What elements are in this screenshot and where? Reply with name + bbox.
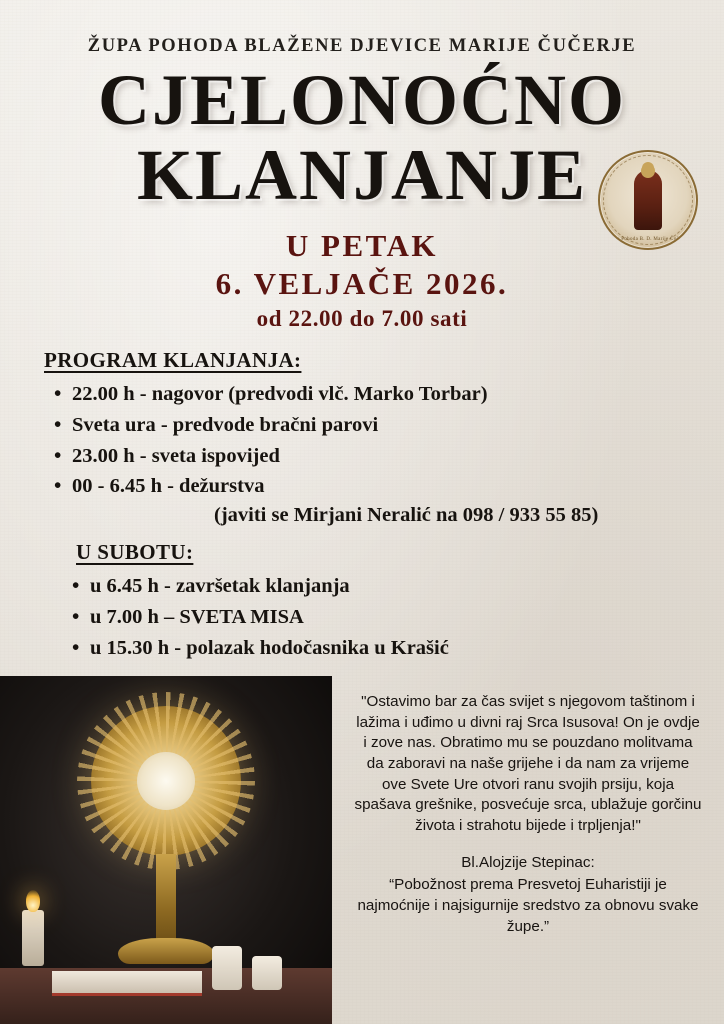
monstrance-base [118,938,214,964]
title-line-2: KLANJANJE [136,135,588,216]
saturday-section [44,540,684,663]
event-day: U PETAK [285,228,439,263]
list-item: • Sveta ura - predvode bračni parovi [72,410,684,441]
monstrance-photo [0,676,332,1024]
list-item: • u 7.00 h – SVETA MISA [90,602,684,633]
list-item: • 23.00 h - sveta ispovijed [72,441,684,472]
quote-secondary-text: “Pobožnost prema Presvetoj Euharistiji je najmoćnije i najsigurnije sredstvo za obnovu svake župe.” [357,876,699,935]
title-line-1: CJELONOĆNO [97,60,627,140]
quote-author: Bl.Alojzije Stepinac: [461,853,595,871]
parish-kicker: ŽUPA POHODA BLAŽENE DJEVICE MARIJE ČUČERJE [87,36,637,56]
monstrance-stem [156,854,176,946]
program-section [44,348,684,527]
program-heading: PROGRAM KLANJANJA: [44,348,302,372]
saturday-list [44,571,684,663]
monstrance-icon [91,706,241,856]
candle-icon [212,946,242,990]
quote-text: "Ostavimo bar za čas svijet s njegovom taštinom i lažima i uđimo u divni raj Srca Isusova! On je ovdje i zove nas. Obratimo mu se pouzdano molitvama da zaboravi na naše grijehe i da nam za vrijeme ove Svete Ure otvori ranu svojih prsiju, koja spašava grešnike, posvećuje srca, ublažuje gorčinu života i strahotu bijede i trpljenja!" [354,693,702,835]
candle-icon [252,956,282,990]
list-item: • 22.00 h - nagovor (predvodi vlč. Marko Torbar) [72,379,684,410]
event-datetime [0,228,724,332]
altar-cloth [52,971,202,996]
quote-panel [332,676,724,1024]
candle-icon [22,910,44,966]
program-list [44,379,684,502]
list-item: • 00 - 6.45 h - dežurstva [72,471,684,502]
flame-icon [26,890,40,912]
madonna-statue-icon [634,170,662,230]
event-time: od 22.00 do 7.00 sati [256,306,468,331]
list-item: • u 6.45 h - završetak klanjanja [90,571,684,602]
saturday-heading: U SUBOTU: [76,540,194,564]
list-item: • u 15.30 h - polazak hodočasnika u Krašić [90,633,684,664]
host-luna-icon [137,752,195,810]
seal-caption: Župa Pohoda B. D. Marije Čučerje [608,237,688,242]
program-contact-note: (javiti se Mirjani Neralić na 098 / 933 55 85) [214,504,599,526]
event-date: 6. VELJAČE 2026. [215,266,509,301]
